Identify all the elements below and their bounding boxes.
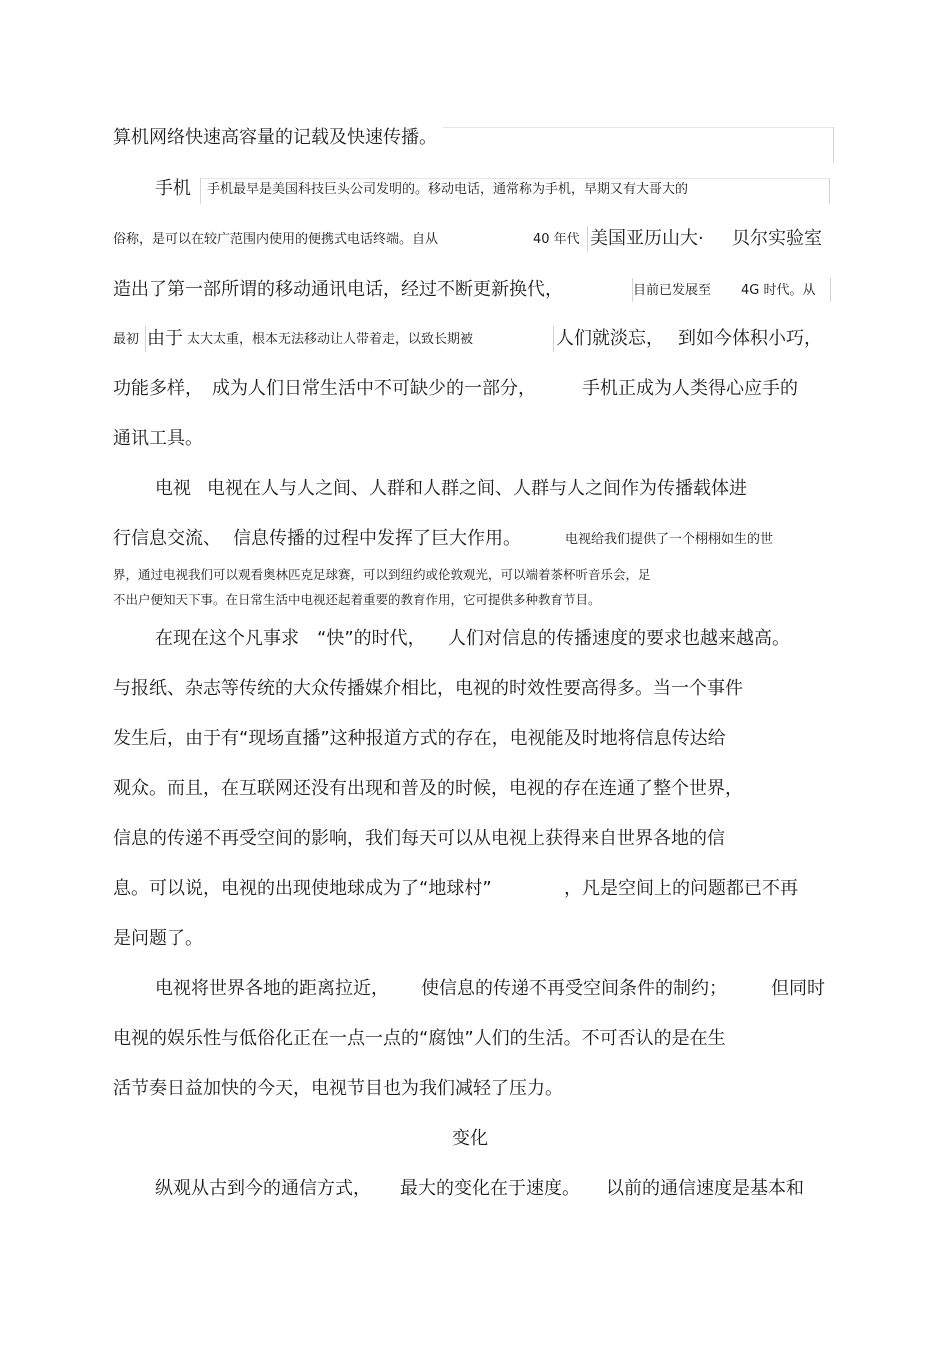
scan-rule bbox=[830, 278, 831, 302]
scan-rule bbox=[833, 127, 834, 163]
text-segment: 息。可以说，电视的出现使地球成为了“地球村” bbox=[113, 878, 492, 899]
text-line: 是问题了。 bbox=[113, 928, 203, 949]
text-segment: 最初 bbox=[113, 332, 140, 347]
text-line: 发生后，由于有“现场直播”这种报道方式的存在，电视能及时地将信息传达给 bbox=[113, 728, 726, 749]
scan-rule bbox=[587, 226, 588, 252]
scan-rule bbox=[829, 178, 830, 204]
text-segment: 使信息的传递不再受空间条件的制约； bbox=[421, 978, 727, 999]
text-segment: 信息传播的过程中发挥了巨大作用。 bbox=[233, 528, 521, 549]
text-segment: 由于 bbox=[147, 328, 183, 349]
text-segment: 造出了第一部所谓的移动通讯电话，经过不断更新换代， bbox=[113, 279, 563, 300]
text-line: 活节奏日益加快的今天，电视节目也为我们减轻了压力。 bbox=[113, 1078, 563, 1099]
text-segment: 以前的通信速度是基本和 bbox=[606, 1178, 804, 1199]
text-segment: 俗称，是可以在较广范围内使用的便携式电话终端。自从 bbox=[113, 232, 439, 247]
text-segment: 人们就淡忘， bbox=[556, 328, 664, 349]
text-segment: 手机正成为人类得心应手的 bbox=[582, 378, 798, 399]
text-line: 观众。而且，在互联网还没有出现和普及的时候，电视的存在连通了整个世界， bbox=[113, 778, 743, 799]
text-segment: 在现在这个凡事求 bbox=[155, 628, 299, 649]
section-heading-phone: 手机 bbox=[155, 178, 191, 199]
section-heading-tv: 电视 bbox=[155, 478, 191, 499]
text-segment: 电视给我们提供了一个栩栩如生的世 bbox=[565, 532, 774, 547]
text-segment: 行信息交流、 bbox=[113, 528, 221, 549]
text-segment: 功能多样， bbox=[113, 378, 203, 399]
text-segment: 目前已发展至 bbox=[633, 283, 712, 298]
text-segment: 4G 时代。从 bbox=[741, 283, 816, 298]
text-line: 电视的娱乐性与低俗化正在一点一点的“腐蚀”人们的生活。不可否认的是在生 bbox=[113, 1028, 726, 1049]
text-segment: 太大太重，根本无法移动让人带着走，以致长期被 bbox=[187, 332, 474, 347]
text-segment: 电视将世界各地的距离拉近， bbox=[155, 978, 389, 999]
scan-rule bbox=[553, 326, 554, 352]
text-segment: 人们对信息的传播速度的要求也越来越高。 bbox=[448, 628, 790, 649]
text-line: 信息的传递不再受空间的影响，我们每天可以从电视上获得来自世界各地的信 bbox=[113, 828, 725, 849]
text-line: 通讯工具。 bbox=[113, 428, 203, 449]
scan-rule bbox=[443, 127, 833, 128]
scan-rule bbox=[200, 178, 830, 179]
text-segment: 手机最早是美国科技巨头公司发明的。移动电话，通常称为手机，早期又有大哥大的 bbox=[207, 182, 689, 197]
text-line: 算机网络快速高容量的记载及快速传播。 bbox=[113, 127, 437, 148]
text-segment: 纵观从古到今的通信方式， bbox=[155, 1178, 371, 1199]
text-line: 与报纸、杂志等传统的大众传播媒介相比，电视的时效性要高得多。当一个事件 bbox=[113, 678, 743, 699]
text-segment: 最大的变化在于速度。 bbox=[400, 1178, 580, 1199]
section-heading-change: 变化 bbox=[452, 1128, 488, 1149]
text-segment: 到如今体积小巧， bbox=[678, 328, 822, 349]
text-segment: 电视在人与人之间、人群和人群之间、人群与人之间作为传播载体进 bbox=[207, 478, 747, 499]
text-segment: ，凡是空间上的问题都已不再 bbox=[564, 878, 798, 899]
text-segment: “快”的时代， bbox=[317, 628, 426, 649]
text-segment: 40 年代 bbox=[533, 232, 580, 247]
text-segment: 美国亚历山大· bbox=[590, 228, 704, 249]
text-line: 不出户便知天下事。在日常生活中电视还起着重要的教育作用，它可提供多种教育节目。 bbox=[113, 592, 601, 607]
text-segment: 成为人们日常生活中不可缺少的一部分， bbox=[212, 378, 536, 399]
text-segment: 但同时 bbox=[771, 978, 825, 999]
text-segment: 贝尔实验室 bbox=[732, 228, 822, 249]
scan-rule bbox=[200, 178, 201, 204]
text-line: 界，通过电视我们可以观看奥林匹克足球赛，可以到纽约或伦敦观光，可以端着茶杯听音乐会，足 bbox=[113, 567, 651, 582]
scan-rule bbox=[145, 326, 146, 352]
